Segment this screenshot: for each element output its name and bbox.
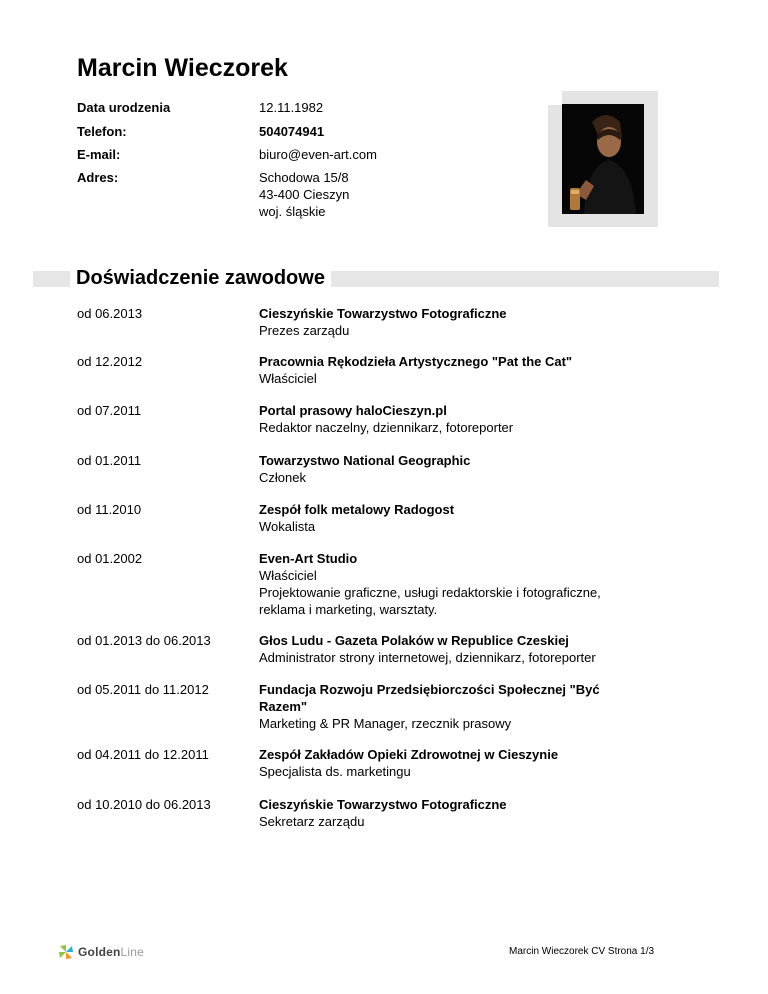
profile-photo: [562, 104, 644, 214]
experience-org-continued: Razem": [259, 699, 308, 714]
experience-body: [259, 402, 659, 436]
goldenline-logo[interactable]: [58, 943, 144, 961]
experience-role: Wokalista: [259, 519, 316, 534]
experience-role: Redaktor naczelny, dziennikarz, fotoreporter: [259, 420, 514, 435]
experience-date: od 10.2010 do 06.2013: [77, 797, 211, 812]
profile-photo-image: [562, 104, 644, 214]
logo-text-golden: Golden: [78, 945, 121, 959]
address-line: woj. śląskie: [259, 204, 326, 219]
logo-text-line: Line: [120, 945, 145, 959]
experience-org: Towarzystwo National Geographic: [259, 453, 471, 468]
experience-date: od 04.2011 do 12.2011: [77, 747, 209, 762]
photo-shadow: [644, 91, 658, 227]
cv-name: Marcin Wieczorek: [77, 54, 288, 82]
experience-body: [259, 796, 659, 830]
experience-role: Członek: [259, 470, 306, 485]
experience-date: od 05.2011 do 11.2012: [77, 682, 209, 697]
experience-description: Projektowanie graficzne, usługi redaktorskie i fotograficzne,: [259, 585, 601, 600]
experience-org: Zespół folk metalowy Radogost: [259, 502, 455, 517]
experience-body: [259, 353, 659, 387]
experience-body: [259, 452, 659, 486]
email-value[interactable]: biuro@even-art.com: [259, 147, 377, 162]
experience-date: od 01.2002: [77, 551, 143, 566]
experience-date: od 07.2011: [77, 403, 142, 418]
experience-date: od 12.2012: [77, 354, 143, 369]
address-label: Adres:: [77, 170, 119, 185]
experience-org: Zespół Zakładów Opieki Zdrowotnej w Cieszynie: [259, 747, 559, 762]
experience-org: Głos Ludu - Gazeta Polaków w Republice Czeskiej: [259, 633, 569, 648]
experience-org: Even-Art Studio: [259, 551, 358, 566]
experience-description: reklama i marketing, warsztaty.: [259, 602, 438, 617]
experience-org: Fundacja Rozwoju Przedsiębiorczości Społecznej "Być: [259, 682, 600, 697]
photo-shadow: [548, 105, 562, 225]
address-line: 43-400 Cieszyn: [259, 187, 350, 202]
photo-shadow: [548, 213, 658, 227]
section-title-experience: Doświadczenie zawodowe: [70, 264, 331, 292]
goldenline-logo-text: [78, 945, 144, 959]
address-line: Schodowa 15/8: [259, 170, 349, 185]
birth-date-label: Data urodzenia: [77, 100, 171, 115]
experience-role: Marketing & PR Manager, rzecznik prasowy: [259, 716, 512, 731]
phone-value: 504074941: [259, 124, 325, 139]
experience-role: Prezes zarządu: [259, 323, 350, 338]
profile-photo-frame: [548, 91, 658, 227]
experience-body: [259, 632, 659, 666]
experience-role: Właściciel: [259, 568, 317, 583]
experience-body: [259, 550, 659, 618]
experience-org: Pracownia Rękodzieła Artystycznego "Pat the Cat": [259, 354, 573, 369]
experience-body: [259, 746, 659, 780]
experience-body: [259, 681, 659, 732]
experience-date: od 11.2010: [77, 502, 142, 517]
address-value: [259, 169, 349, 220]
experience-role: Specjalista ds. marketingu: [259, 764, 411, 779]
experience-date: od 01.2013 do 06.2013: [77, 633, 211, 648]
experience-role: Sekretarz zarządu: [259, 814, 365, 829]
experience-org: Cieszyńskie Towarzystwo Fotograficzne: [259, 306, 507, 321]
birth-date-value: 12.11.1982: [259, 100, 324, 115]
experience-date: od 06.2013: [77, 306, 143, 321]
experience-body: [259, 501, 659, 535]
email-label: E-mail:: [77, 147, 121, 162]
experience-role: Właściciel: [259, 371, 317, 386]
experience-body: [259, 305, 659, 339]
phone-label: Telefon:: [77, 124, 127, 139]
experience-org: Portal prasowy haloCieszyn.pl: [259, 403, 447, 418]
experience-org: Cieszyńskie Towarzystwo Fotograficzne: [259, 797, 507, 812]
goldenline-logo-icon: [58, 944, 74, 960]
page-footer-label: Marcin Wieczorek CV Strona 1/3: [509, 946, 655, 957]
experience-role: Administrator strony internetowej, dziennikarz, fotoreporter: [259, 650, 596, 665]
experience-date: od 01.2011: [77, 453, 142, 468]
